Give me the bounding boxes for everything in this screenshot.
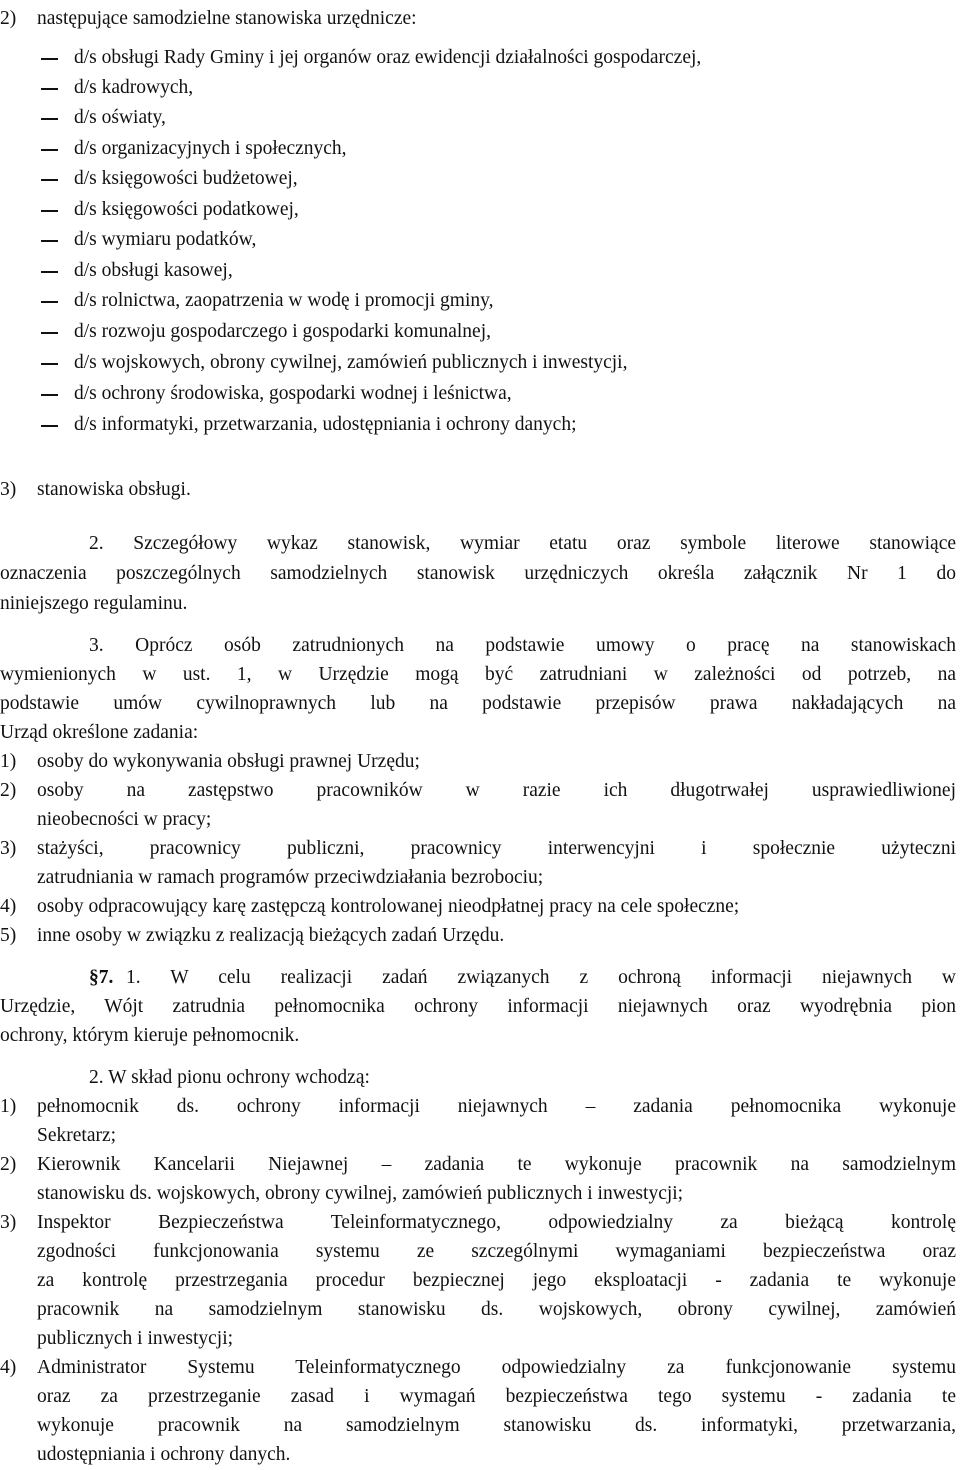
list-item-text: d/s informatyki, przetwarzania, udostępniania i ochrony danych;: [74, 414, 577, 435]
dash-marker: [41, 301, 58, 303]
list-number: 4): [0, 1357, 17, 1378]
paragraph-line: wymienionych w ust. 1, w Urzędzie mogą być zatrudniani w zależności od potrzeb, na: [0, 664, 956, 685]
paragraph-line: podstawie umów cywilnoprawnych lub na podstawie przepisów prawa nakładających na: [0, 693, 956, 714]
list-number: 3): [0, 479, 17, 500]
list-number: 2): [0, 1154, 17, 1175]
list-number: 1): [0, 751, 17, 772]
dash-marker: [41, 271, 58, 273]
list-item-text: wykonuje pracownik na samodzielnym stanowisku ds. informatyki, przetwarzania,: [37, 1415, 956, 1436]
list-item-text: d/s obsługi kasowej,: [74, 260, 233, 281]
paragraph-line: 2. W skład pionu ochrony wchodzą:: [89, 1067, 370, 1088]
list-item-text: osoby na zastępstwo pracowników w razie ich długotrwałej usprawiedliwionej: [37, 780, 956, 801]
section-number: §7.: [89, 967, 114, 988]
list-item-text: d/s kadrowych,: [74, 77, 194, 98]
dash-marker: [41, 118, 58, 120]
list-number: 5): [0, 925, 17, 946]
list-item-text: d/s obsługi Rady Gminy i jej organów oraz ewidencji działalności gospodarczej,: [74, 47, 702, 68]
list-item-text: osoby do wykonywania obsługi prawnej Urzędu;: [37, 751, 420, 772]
list-item-text: d/s rozwoju gospodarczego i gospodarki komunalnej,: [74, 321, 491, 342]
list-number: 3): [0, 1212, 17, 1233]
list-number: 2): [0, 780, 17, 801]
dash-marker: [41, 58, 58, 60]
dash-marker: [41, 240, 58, 242]
list-item-text: Sekretarz;: [37, 1125, 117, 1146]
list-number: 2): [0, 8, 17, 29]
paragraph-line: niniejszego regulaminu.: [0, 593, 188, 614]
list-item-text: pracownik na samodzielnym stanowisku ds. wojskowych, obrony cywilnej, zamówień: [37, 1299, 956, 1320]
list-item-text: d/s rolnictwa, zaopatrzenia w wodę i promocji gminy,: [74, 290, 494, 311]
dash-marker: [41, 425, 58, 427]
dash-marker: [41, 332, 58, 334]
list-item-text: Administrator Systemu Teleinformatycznego odpowiedzialny za funkcjonowanie systemu: [37, 1357, 956, 1378]
paragraph-line: Urzędzie, Wójt zatrudnia pełnomocnika ochrony informacji niejawnych oraz wyodrębnia pion: [0, 996, 956, 1017]
dash-marker: [41, 149, 58, 151]
list-item-text: d/s ochrony środowiska, gospodarki wodnej i leśnictwa,: [74, 383, 512, 404]
list-item-text: stażyści, pracownicy publiczni, pracownicy interwencyjni i społecznie użyteczni: [37, 838, 956, 859]
list-item-text: zatrudniania w ramach programów przeciwdziałania bezrobociu;: [37, 867, 544, 888]
paragraph-line: 1. W celu realizacji zadań związanych z ochroną informacji niejawnych w: [126, 967, 956, 988]
paragraph-line: oznaczenia poszczególnych samodzielnych stanowisk urzędniczych określa załącznik Nr 1 do: [0, 563, 956, 584]
list-item-text: Kierownik Kancelarii Niejawnej – zadania te wykonuje pracownik na samodzielnym: [37, 1154, 956, 1175]
list-item-text: d/s organizacyjnych i społecznych,: [74, 138, 347, 159]
dash-marker: [41, 363, 58, 365]
list-item-text: d/s wojskowych, obrony cywilnej, zamówień publicznych i inwestycji,: [74, 352, 628, 373]
dash-marker: [41, 210, 58, 212]
list-item-text: publicznych i inwestycji;: [37, 1328, 234, 1349]
list-number: 3): [0, 838, 17, 859]
list-item-text: udostępniania i ochrony danych.: [37, 1444, 291, 1465]
list-item-text: osoby odpracowujący karę zastępczą kontrolowanej nieodpłatnej pracy na cele społeczne;: [37, 896, 740, 917]
list-item-text: zgodności funkcjonowania systemu ze szczególnymi wymaganiami bezpieczeństwa oraz: [37, 1241, 956, 1262]
dash-marker: [41, 179, 58, 181]
list-item-text: inne osoby w związku z realizacją bieżących zadań Urzędu.: [37, 925, 505, 946]
dash-marker: [41, 394, 58, 396]
list-item-text: d/s wymiaru podatków,: [74, 229, 257, 250]
paragraph-line: ochrony, którym kieruje pełnomocnik.: [0, 1025, 300, 1046]
list-number: 1): [0, 1096, 17, 1117]
list-item-text: oraz za przestrzeganie zasad i wymagań bezpieczeństwa tego systemu - zadania te: [37, 1386, 956, 1407]
list-item-text: stanowisku ds. wojskowych, obrony cywilnej, zamówień publicznych i inwestycji;: [37, 1183, 684, 1204]
paragraph-line: Urząd określone zadania:: [0, 722, 199, 743]
paragraph-line: 3. Oprócz osób zatrudnionych na podstawie umowy o pracę na stanowiskach: [89, 635, 956, 656]
intro-text: następujące samodzielne stanowiska urzędnicze:: [37, 8, 417, 29]
list-item-text: nieobecności w pracy;: [37, 809, 212, 830]
list-item-text: d/s oświaty,: [74, 107, 166, 128]
list-item-text: pełnomocnik ds. ochrony informacji niejawnych – zadania pełnomocnika wykonuje: [37, 1096, 956, 1117]
list-item-text: d/s księgowości podatkowej,: [74, 199, 299, 220]
list-item-text: za kontrolę przestrzegania procedur bezpiecznej jego eksploatacji - zadania te wykonuje: [37, 1270, 956, 1291]
list-item-text: d/s księgowości budżetowej,: [74, 168, 298, 189]
paragraph-line: 2. Szczegółowy wykaz stanowisk, wymiar etatu oraz symbole literowe stanowiące: [89, 533, 956, 554]
list-number: 4): [0, 896, 17, 917]
list-item-text: stanowiska obsługi.: [37, 479, 191, 500]
list-item-text: Inspektor Bezpieczeństwa Teleinformatycznego, odpowiedzialny za bieżącą kontrolę: [37, 1212, 956, 1233]
dash-marker: [41, 88, 58, 90]
